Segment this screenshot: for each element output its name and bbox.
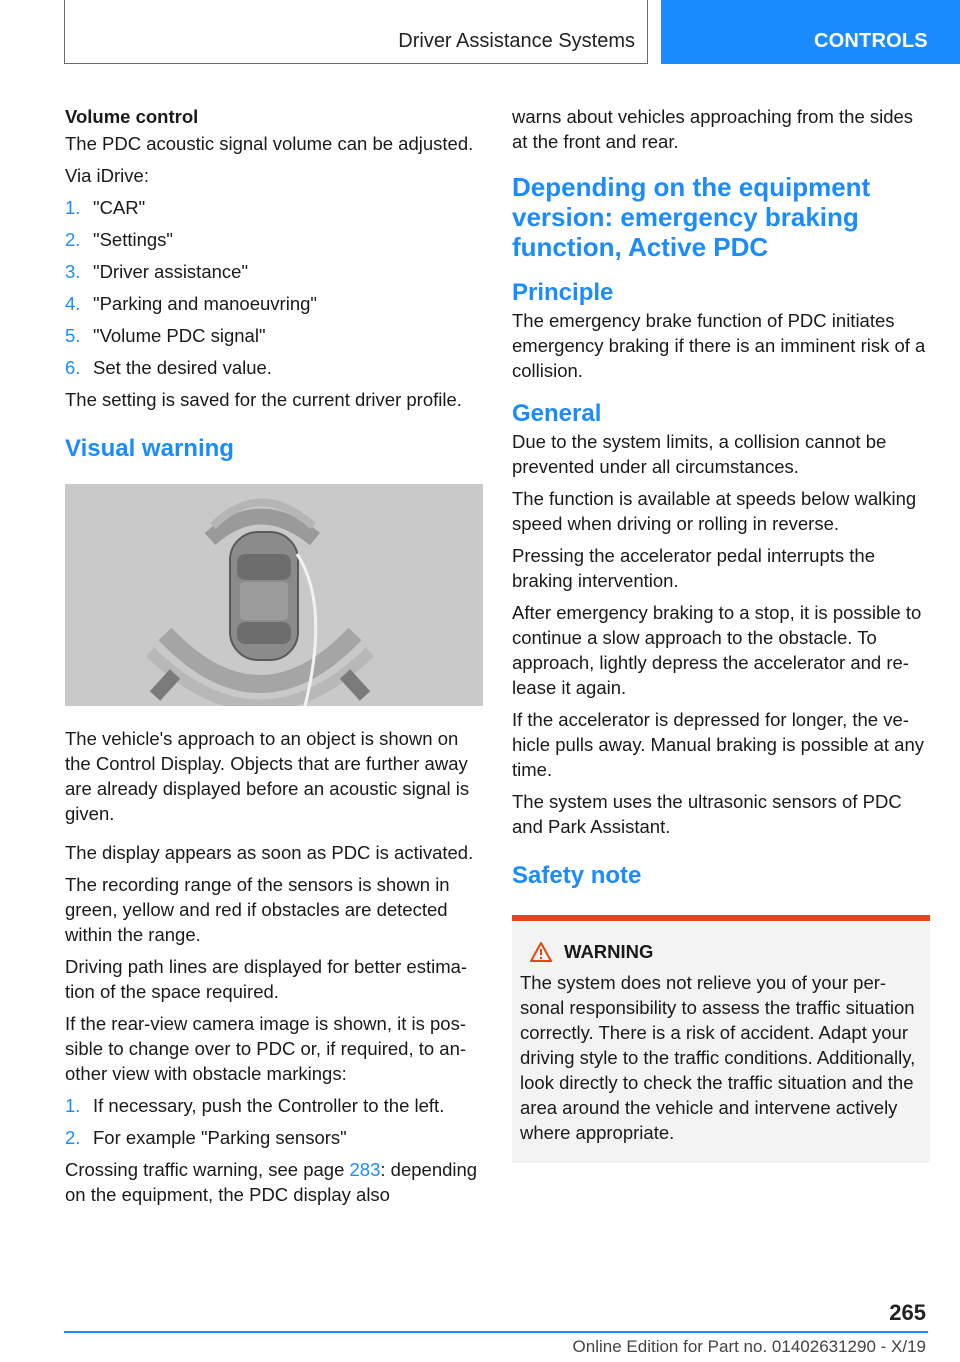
via-idrive-text: Via iDrive: [65, 165, 149, 186]
footer-divider [64, 1331, 928, 1333]
step-text: "Parking and manoeuvring" [93, 293, 317, 314]
warning-title-row [520, 939, 922, 964]
list-item [65, 355, 483, 380]
list-item [65, 1093, 483, 1118]
list-item [65, 1125, 483, 1150]
visual-warning-heading: Visual warning [65, 435, 234, 462]
volume-steps-list [65, 195, 483, 380]
principle-heading: Principle [512, 279, 614, 306]
step-number: 4. [65, 293, 81, 314]
warning-triangle-icon [530, 942, 552, 962]
step-number: 2. [65, 229, 81, 250]
crossing-traffic-text [65, 1157, 483, 1207]
setting-saved-text: The setting is saved for the current driver profile. [65, 389, 462, 410]
step-number: 1. [65, 1095, 81, 1116]
header-chapter-title: CONTROLS [814, 30, 928, 52]
warning-box [512, 915, 930, 1163]
step-text: "Volume PDC signal" [93, 325, 266, 346]
page-number: 265 [889, 1300, 926, 1325]
crossing-text-a: Crossing traffic warning, see page [65, 1159, 350, 1180]
header-section-title: Driver Assistance Systems [398, 30, 635, 52]
step-number: 1. [65, 197, 81, 218]
visual-warning-p2: The display appears as soon as PDC is activated. [65, 842, 474, 863]
step-text: "Driver assistance" [93, 261, 249, 282]
left-column [65, 104, 483, 1214]
step-number: 5. [65, 325, 81, 346]
step-number: 3. [65, 261, 81, 282]
visual-warning-p3: The recording range of the sensors is shown in green, yellow and red if obstacles are detected within the range. [65, 874, 450, 945]
general-p1: Due to the system limits, a collision cannot be prevented under all circumstances. [512, 431, 887, 477]
step-text: Set the desired value. [93, 357, 272, 378]
pdc-display-graphic [65, 484, 483, 706]
list-item [65, 291, 483, 316]
step-number: 2. [65, 1127, 81, 1148]
header-chapter [661, 0, 960, 64]
general-p5: If the accelerator is depressed for longer, the vehicle pulls away. Manual braking is possible at any time. [512, 709, 925, 780]
safety-note-heading: Safety note [512, 862, 642, 889]
visual-warning-p5: If the rear-view camera image is shown, it is possible to change over to PDC or, if required, to another view with obstacle markings: [65, 1013, 467, 1084]
visual-warning-p1: The vehicle's approach to an object is shown on the Control Display. Objects that are further away are already displayed before an acoustic signal is given. [65, 728, 470, 824]
general-p4: After emergency braking to a stop, it is possible to continue a slow approach to the obstacle. To approach, lightly depress the accelerator and release it again. [512, 602, 922, 698]
visual-warning-p4: Driving path lines are displayed for better estimation of the space required. [65, 956, 468, 1002]
step-number: 6. [65, 357, 81, 378]
list-item [65, 259, 483, 284]
principle-text: The emergency brake function of PDC initiates emergency braking if there is an imminent risk of a collision. [512, 310, 926, 381]
volume-control-heading: Volume control [65, 106, 199, 127]
volume-control-text: The PDC acoustic signal volume can be adjusted. [65, 133, 474, 154]
pdc-display-illustration [65, 484, 483, 706]
list-item [65, 323, 483, 348]
list-item [65, 195, 483, 220]
footer-edition: Online Edition for Part no. 01402631290 - X/19 [572, 1337, 926, 1356]
view-steps-list [65, 1093, 483, 1150]
step-text: If necessary, push the Controller to the left. [93, 1095, 445, 1116]
step-text: For example "Parking sensors" [93, 1127, 347, 1148]
general-p6: The system uses the ultrasonic sensors of PDC and Park Assistant. [512, 791, 902, 837]
page-reference-link[interactable]: 283 [349, 1159, 381, 1180]
general-heading: General [512, 400, 602, 427]
continuation-text: warns about vehicles approaching from the sides at the front and rear. [512, 106, 914, 152]
step-text: "Settings" [93, 229, 173, 250]
step-text: "CAR" [93, 197, 146, 218]
general-p2: The function is available at speeds below walking speed when driving or rolling in reverse. [512, 488, 917, 534]
warning-text: The system does not relieve you of your personal responsibility to assess the traffic situation correctly. There is a risk of accident. Adapt your driving style to the traffic conditions. Additionally, look directly to check the traffic situation and the area around the vehicle and intervene actively where appropriate. [520, 972, 916, 1143]
emergency-braking-heading: Depending on the equipment version: emergency braking function, Active PDC [512, 172, 871, 262]
general-p3: Pressing the accelerator pedal interrupts the braking intervention. [512, 545, 876, 591]
list-item [65, 227, 483, 252]
header-section [64, 0, 648, 64]
warning-title: WARNING [564, 941, 654, 962]
crossing-text-b: : depending on the equipment, the PDC display also [65, 1159, 478, 1205]
right-column [512, 104, 930, 1163]
